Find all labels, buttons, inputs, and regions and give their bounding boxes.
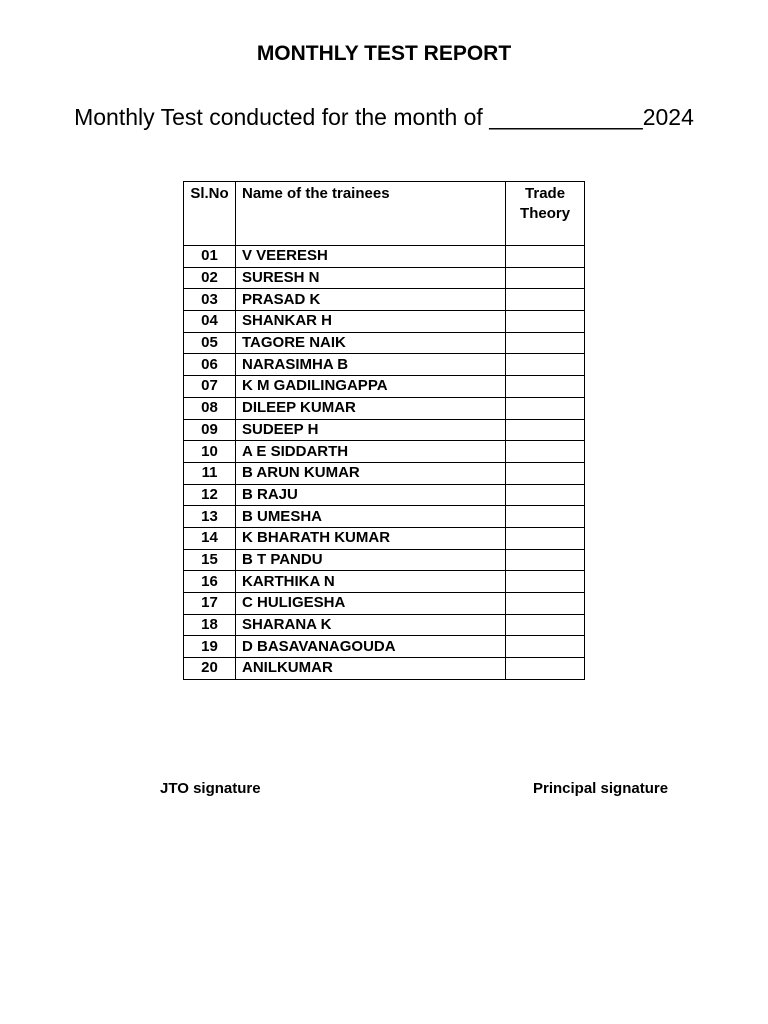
header-row [184,182,585,246]
principal-signature-label: Principal signature [533,780,669,797]
report-subtitle: Monthly Test conducted for the month of ____________2024 [74,104,694,130]
trainee-name-cell: KARTHIKA N [235,571,505,593]
trainee-name-cell: PRASAD K [235,289,505,311]
trade-theory-cell [506,289,585,311]
trainee-name-cell: B ARUN KUMAR [235,462,505,484]
trainee-name-cell: SHANKAR H [235,311,505,333]
table-row [184,354,585,376]
trade-theory-cell [506,636,585,658]
table-row [184,311,585,333]
trainee-name-cell: A E SIDDARTH [235,441,505,463]
table-row [184,332,585,354]
table-row [184,506,585,528]
sl-no-cell: 16 [184,571,236,593]
sl-no-cell: 07 [184,376,236,398]
table-row [184,397,585,419]
sl-no-cell: 10 [184,441,236,463]
trade-theory-cell [506,484,585,506]
trainees-table [183,181,585,680]
trade-theory-cell [506,441,585,463]
trade-theory-header: Trade Theory [506,182,585,246]
trainee-name-cell: TAGORE NAIK [235,332,505,354]
page-title: MONTHLY TEST REPORT [256,42,512,65]
trainee-name-cell: SUDEEP H [235,419,505,441]
sl-no-cell: 08 [184,397,236,419]
table-row [184,289,585,311]
trainee-name-cell: B RAJU [235,484,505,506]
sl-no-cell: 04 [184,311,236,333]
name-header: Name of the trainees [235,182,505,246]
sl-no-cell: 05 [184,332,236,354]
table-row [184,658,585,680]
table-row [184,484,585,506]
trainee-name-cell: C HULIGESHA [235,593,505,615]
sl-no-cell: 18 [184,614,236,636]
sl-no-cell: 19 [184,636,236,658]
trade-theory-cell [506,311,585,333]
table-row [184,593,585,615]
trainee-name-cell: K BHARATH KUMAR [235,527,505,549]
sl-no-header: Sl.No [184,182,236,246]
trainee-name-cell: SHARANA K [235,614,505,636]
trade-theory-cell [506,246,585,268]
sl-no-cell: 12 [184,484,236,506]
trade-theory-cell [506,462,585,484]
table-row [184,246,585,268]
trainee-name-cell: B T PANDU [235,549,505,571]
sl-no-cell: 02 [184,267,236,289]
trainee-name-cell: DILEEP KUMAR [235,397,505,419]
trade-theory-cell [506,376,585,398]
sl-no-cell: 01 [184,246,236,268]
sl-no-cell: 11 [184,462,236,484]
trade-theory-cell [506,397,585,419]
table-row [184,614,585,636]
trade-theory-cell [506,549,585,571]
sl-no-cell: 20 [184,658,236,680]
table-row [184,462,585,484]
table-row [184,376,585,398]
sl-no-cell: 17 [184,593,236,615]
trainee-name-cell: SURESH N [235,267,505,289]
trainee-name-cell: D BASAVANAGOUDA [235,636,505,658]
table-row [184,419,585,441]
trade-theory-cell [506,571,585,593]
trade-theory-cell [506,506,585,528]
table-row [184,527,585,549]
table-row [184,571,585,593]
table-header [184,182,585,246]
trainee-name-cell: V VEERESH [235,246,505,268]
sl-no-cell: 15 [184,549,236,571]
trade-theory-cell [506,354,585,376]
table-body [184,246,585,680]
trainee-name-cell: NARASIMHA B [235,354,505,376]
trainee-name-cell: B UMESHA [235,506,505,528]
trade-theory-cell [506,593,585,615]
trainee-name-cell: K M GADILINGAPPA [235,376,505,398]
table-row [184,549,585,571]
trade-theory-cell [506,332,585,354]
trade-theory-cell [506,419,585,441]
sl-no-cell: 13 [184,506,236,528]
table-row [184,441,585,463]
sl-no-cell: 06 [184,354,236,376]
sl-no-cell: 14 [184,527,236,549]
trade-theory-cell [506,614,585,636]
trade-theory-cell [506,527,585,549]
jto-signature-label: JTO signature [160,780,261,797]
trade-theory-cell [506,658,585,680]
table-row [184,636,585,658]
trade-theory-cell [506,267,585,289]
sl-no-cell: 03 [184,289,236,311]
table-row [184,267,585,289]
sl-no-cell: 09 [184,419,236,441]
trainee-name-cell: ANILKUMAR [235,658,505,680]
